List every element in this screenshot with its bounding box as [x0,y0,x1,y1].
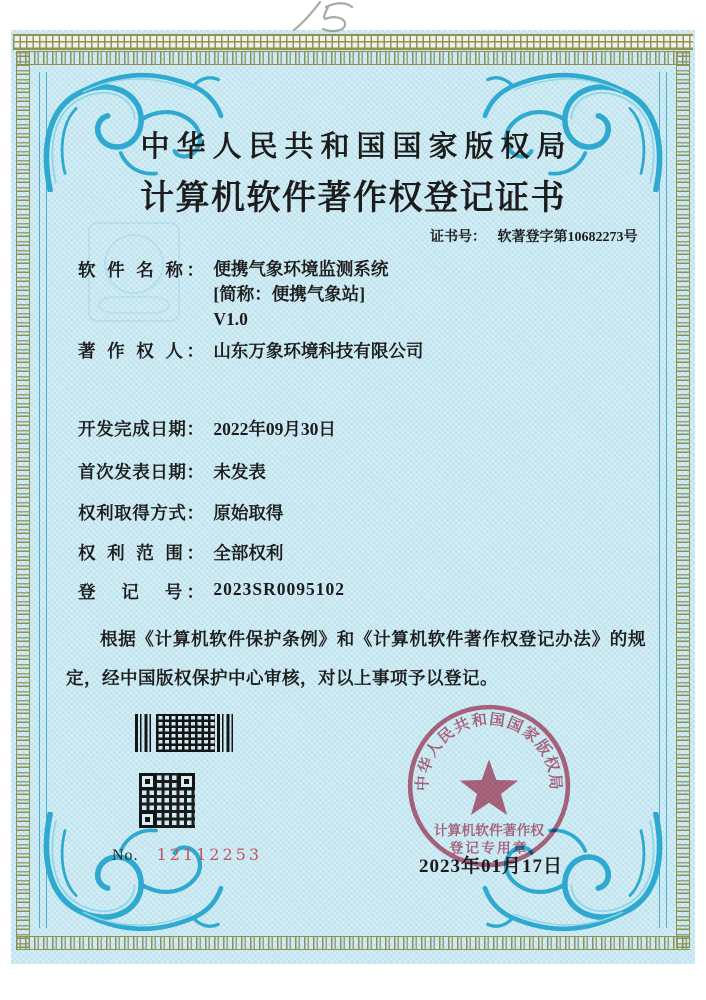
official-red-seal [405,702,573,870]
handwritten-pencil-mark [288,0,360,36]
barcode-left-bars [135,714,154,752]
certificate-number-line [430,226,638,246]
serial-number-value: 12112253 [156,845,262,864]
field-copyright-owner [78,338,423,363]
rights-scope-value: 全部权利 [213,543,284,563]
rights-acquisition-label: 权利取得方式： [78,503,204,523]
dev-completion-date-label: 开发完成日期： [78,419,204,439]
software-name-label: 软 件 名 称： [78,260,204,280]
barcode-right-bars [217,714,236,752]
software-name-line1: 便携气象环境监测系统 [213,259,389,279]
field-registration-number [78,579,345,604]
registration-statement: 根据《计算机软件保护条例》和《计算机软件著作权登记办法》的规定，经中国版权保护中心审核，对以上事项予以登记。 [66,629,646,688]
qr-code [139,773,195,828]
barcode [135,714,236,752]
issue-date: 2023年01月17日 [419,856,564,877]
software-name-line2: [简称：便携气象站] [213,284,366,304]
qr-finder-top-left [139,773,156,790]
field-software-name [78,257,388,332]
field-rights-scope [78,540,283,565]
rights-scope-label: 权 利 范 围： [78,543,204,563]
seal-arc-text: 中华人民共和国国家版权局 [414,711,564,792]
field-dev-completion-date [78,416,336,441]
software-name-value [213,257,388,332]
border-meander-top [13,34,693,50]
certificate-number-label: 证书号： [430,230,486,245]
rights-acquisition-value: 原始取得 [213,503,284,523]
first-publication-date-label: 首次发表日期： [78,462,204,482]
certificate-number-value: 软著登字第10682273号 [497,230,638,245]
corner-flourish-bottom-left [30,812,230,942]
certificate-title: 计算机软件著作权登记证书 [140,180,566,217]
field-first-publication-date [78,459,266,484]
registration-number-value: 2023SR0095102 [213,579,345,599]
first-publication-date-value: 未发表 [213,462,266,482]
qr-finder-top-right [178,773,195,790]
copyright-owner-value: 山东万象环境科技有限公司 [213,341,424,361]
seal-text-line1: 计算机软件著作权 [433,823,545,839]
field-rights-acquisition [78,500,283,525]
seal-star-icon [460,759,518,815]
dev-completion-date-value: 2022年09月30日 [213,419,336,439]
barcode-matrix [156,714,215,752]
serial-number-line [112,845,262,865]
copyright-owner-label: 著 作 权 人： [78,341,204,361]
registration-number-label: 登 记 号： [78,582,204,602]
seal-text-line2: 登记专用章 [449,840,529,856]
qr-finder-bottom-left [139,811,156,828]
software-name-line3: V1.0 [213,309,248,329]
issuing-authority-title: 中华人民共和国国家版权局 [140,131,573,163]
serial-number-label: No. [112,847,139,864]
